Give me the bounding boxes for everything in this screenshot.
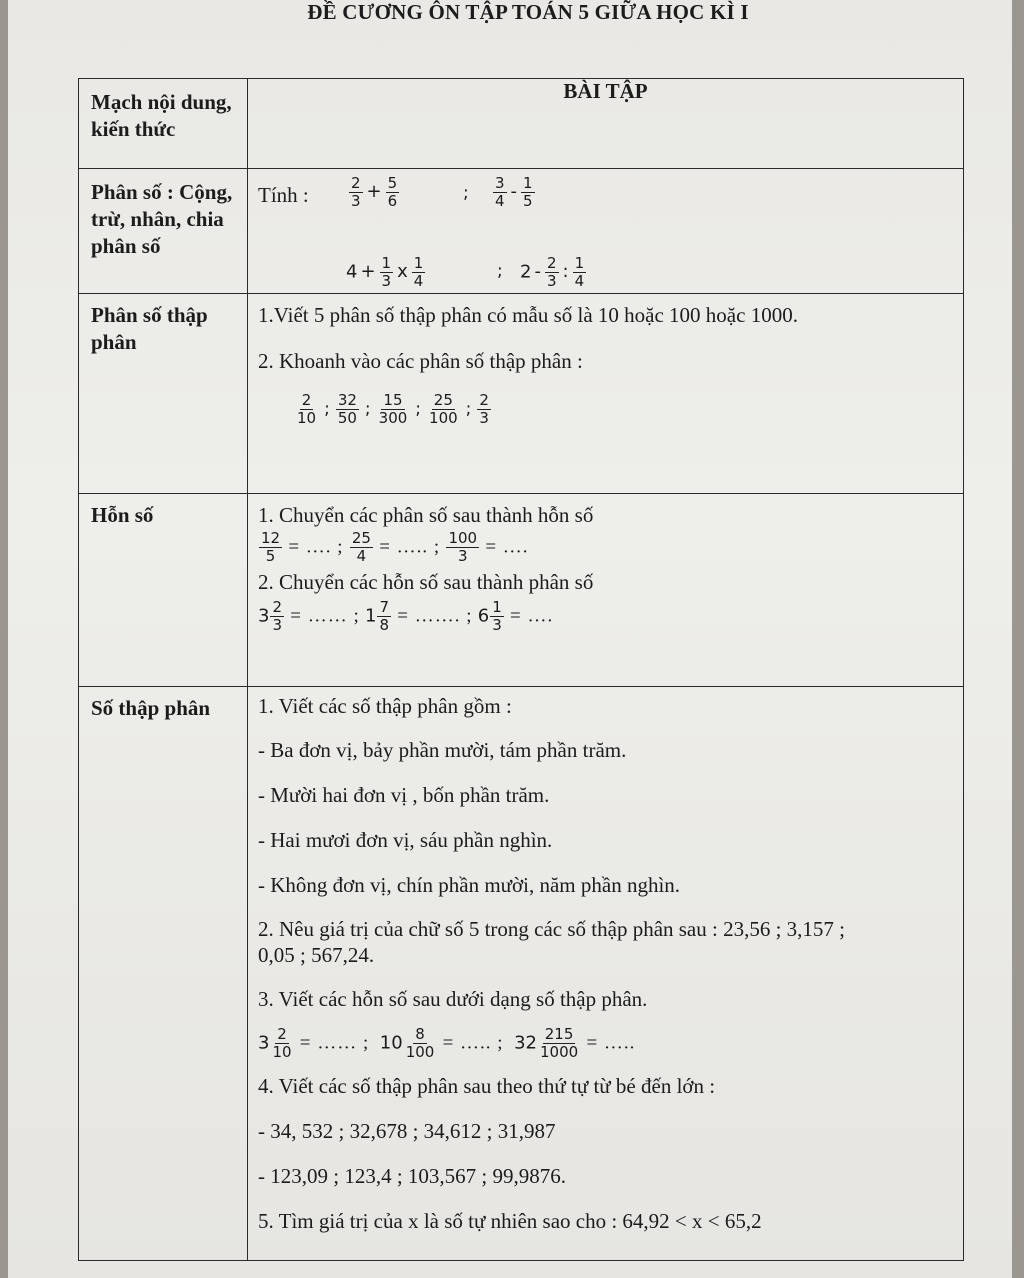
question-text: 2. Khoanh vào các phân số thập phân :: [258, 349, 583, 373]
fraction: $\frac{2}{10}$: [272, 1025, 292, 1061]
fraction: $\frac{2}{3}$: [546, 254, 557, 290]
exercise-decimals: [248, 687, 964, 1261]
fraction: $\frac{2}{3}$: [479, 391, 489, 427]
list-item: - Mười hai đơn vị , bốn phần trăm.: [258, 783, 550, 807]
fraction: $\frac{2}{3}$: [272, 598, 282, 634]
list-item: - 123,09 ; 123,4 ; 103,567 ; 99,9876.: [258, 1164, 566, 1188]
fraction: $\frac{1}{3}$: [381, 254, 392, 290]
table-header-row: [79, 79, 964, 169]
compute-label: Tính :: [258, 183, 309, 207]
fraction: $\frac{8}{100}$: [405, 1025, 435, 1061]
row-fraction-operations: [79, 169, 964, 294]
fraction: $\frac{1}{4}$: [413, 254, 424, 290]
fraction: $\frac{1}{5}$: [523, 174, 533, 210]
header-exercise-cell: BÀI TẬP: [248, 79, 964, 169]
list-item: - Không đơn vị, chín phần mười, năm phần nghìn.: [258, 873, 681, 897]
exercise-decimal-fractions: [248, 294, 964, 494]
fraction: $\frac{7}{8}$: [379, 598, 389, 634]
fraction: $\frac{3}{4}$: [495, 174, 505, 210]
fraction: $\frac{100}{3}$: [448, 529, 478, 565]
expression-2: $\frac{3}{4}$ - $\frac{1}{5}$: [495, 174, 533, 210]
row-mixed-numbers: [79, 494, 964, 687]
list-item: - Hai mươi đơn vị, sáu phần nghìn.: [258, 828, 553, 852]
fraction: $\frac{15}{300}$: [378, 391, 408, 427]
row-decimals: [79, 687, 964, 1261]
mixed-to-decimal-list: 3 $\frac{2}{10}$ = …… ; 10 $\frac{8}{100}$ = ….. ; 32 $\frac{215}{1000}$ = …..: [258, 1025, 636, 1061]
expression-4: 2 - $\frac{2}{3}$ : $\frac{1}{4}$: [520, 254, 585, 290]
question-text: 2. Nêu giá trị của chữ số 5 trong các số thập phân sau : 23,56 ; 3,157 ;: [258, 917, 846, 941]
fraction: $\frac{1}{3}$: [492, 598, 502, 634]
outline-table: [78, 78, 964, 1261]
expression-3: 4 + $\frac{1}{3}$ x $\frac{1}{4}$: [346, 254, 424, 290]
question-text: 1. Viết các số thập phân gồm :: [258, 694, 512, 718]
fraction: $\frac{12}{5}$: [261, 529, 281, 565]
fraction: $\frac{25}{4}$: [351, 529, 371, 565]
question-text: 3. Viết các hỗn số sau dưới dạng số thập phân.: [258, 987, 648, 1011]
question-text: 0,05 ; 567,24.: [258, 943, 375, 967]
fraction: $\frac{25}{100}$: [429, 391, 458, 427]
topic-mixed-numbers: Hỗn số: [79, 494, 248, 687]
page-title: ĐỀ CƯƠNG ÔN TẬP TOÁN 5 GIỮA HỌC KÌ I: [307, 0, 749, 24]
question-text: 2. Chuyển các hỗn số sau thành phân số: [258, 570, 594, 594]
fraction-list: $\frac{2}{10}$ ; $\frac{32}{50}$ ; $\frac{15}{300}$ ; $\frac{25}{100}$ ; $\frac{2}{3}$: [297, 391, 489, 427]
fraction: $\frac{215}{1000}$: [540, 1025, 579, 1061]
exercise-mixed-numbers: [248, 494, 964, 687]
question-text: 5. Tìm giá trị của x là số tự nhiên sao cho : 64,92 < x < 65,2: [258, 1209, 762, 1233]
topic-decimals: Số thập phân: [79, 687, 248, 1261]
topic-fraction-operations: Phân số : Cộng, trừ, nhân, chia phân số: [79, 169, 248, 294]
fraction-conversion-list: $\frac{12}{5}$ = …. ; $\frac{25}{4}$ = ….. ; $\frac{100}{3}$ = ….: [261, 529, 529, 565]
question-text: 4. Viết các số thập phân sau theo thứ tự từ bé đến lớn :: [258, 1074, 716, 1098]
worksheet-paper: [8, 0, 1012, 1278]
question-text: 1.Viết 5 phân số thập phân có mẫu số là 10 hoặc 100 hoặc 1000.: [258, 303, 798, 327]
fraction: $\frac{2}{3}$: [351, 174, 361, 210]
fraction: $\frac{32}{50}$: [337, 391, 357, 427]
topic-decimal-fractions: Phân số thập phân: [79, 294, 248, 494]
mixed-conversion-list: 3 $\frac{2}{3}$ = …… ; 1 $\frac{7}{8}$ = ……. ; 6 $\frac{1}{3}$ = ….: [258, 598, 554, 634]
row-decimal-fractions: [79, 294, 964, 494]
fraction: $\frac{2}{10}$: [297, 391, 317, 427]
fraction: $\frac{5}{6}$: [387, 174, 398, 210]
expression-1: $\frac{2}{3}$ + $\frac{5}{6}$: [351, 174, 398, 210]
fraction: $\frac{1}{4}$: [574, 254, 585, 290]
list-item: - 34, 532 ; 32,678 ; 34,612 ; 31,987: [258, 1119, 556, 1143]
list-item: - Ba đơn vị, bảy phần mười, tám phần trăm.: [258, 738, 627, 762]
exercise-fraction-operations: Tính : $\frac{2}{3}$ + $\frac{5}{6}$ ; $\frac{3}{4}$ - $\frac{1}{5}$ 4 + $\frac{1}{3}$ x $\frac{1}{4}$ ; 2 - $\frac{2}{3}$ : $\frac{1}{4}$: [248, 169, 964, 294]
header-topic-cell: Mạch nội dung, kiến thức: [79, 79, 248, 169]
question-text: 1. Chuyển các phân số sau thành hỗn số: [258, 503, 594, 527]
